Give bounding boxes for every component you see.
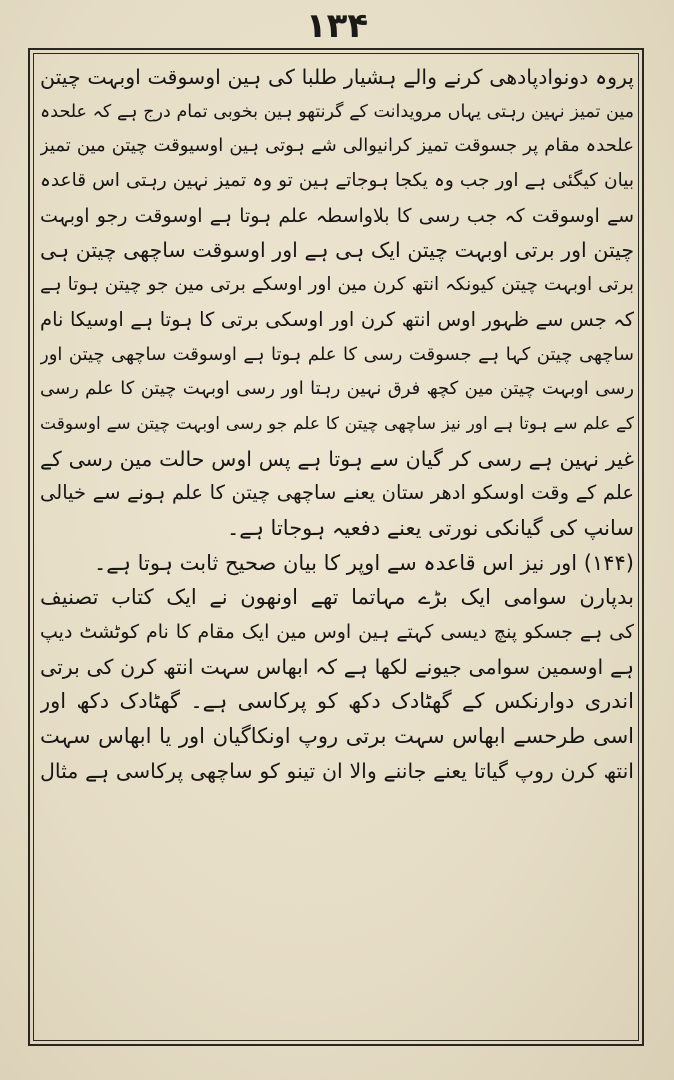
text-line: ساچھی چیتن کہا ہے جسوقت رسی کا علم ہوتا ہے اوسوقت ساچھی چیتن اور <box>40 343 634 365</box>
text-line: بیان کیگئی ہے اور جب وہ یکجا ہوجاتے ہین تو وہ تمیز نہین رہتی اس قاعدہ <box>40 170 634 192</box>
text-line: اندری دوارنکس کے گھٹادک دکھ کو پرکاسی ہے۔ گھٹادک دکھ اور <box>40 689 634 714</box>
text-line: سے اوسوقت کہ جب رسی کا بلاواسطہ علم ہوتا ہے اوسوقت رجو اوبہت <box>40 204 634 227</box>
text-line: علحدہ مقام پر جسوقت تمیز کرانیوالی شے ہوتی ہین اوسیوقت چیتن مین تمیز <box>40 135 634 157</box>
text-line: غیر نہین ہے رسی کر گیان سے ہوتا ہے پس اوس حالت مین رسی کے <box>40 446 634 471</box>
text-line: سانپ کی گیانکی نورتی یعنے دفعیہ ہوجاتا ہے۔ <box>226 515 634 540</box>
text-line: برتی اوبہت چیتن کیونکہ انتھ کرن مین اور اوسکے برتی مین جو چیتن ہوتا ہے <box>40 274 634 296</box>
body-text <box>40 60 634 1036</box>
text-line: پروہ دونوادپادھی کرنے والے ہشیار طلبا کی ہین اوسوقت اوبہت چیتن <box>40 65 634 89</box>
text-line: کے علم سے ہوتا ہے اور نیز ساچھی چیتن کا علم جو رسی اوبہت چیتن سے اوسوقت <box>40 413 634 434</box>
section-heading-line: (۱۴۴) اور نیز اس قاعدہ سے اوپر کا بیان صحیح ثابت ہوتا ہے۔ <box>94 550 634 575</box>
text-line: بدپارن سوامی ایک بڑے مہاتما تھے اونھون نے ایک کتاب تصنیف <box>40 585 634 610</box>
text-line: چیتن اور برتی اوبہت چیتن ایک ہی ہے اور اوسوقت ساچھی چیتن ہی <box>40 238 634 263</box>
text-line: انتھ کرن روپ گیاتا یعنے جاننے والا ان تینو کو ساچھی پرکاسی ہے مثال <box>40 758 634 783</box>
text-line: رسی اوبہت چیتن مین کچھ فرق نہین رہتا اور رسی اوبہت چیتن کا علم رسی <box>40 378 634 400</box>
text-line: کہ جس سے ظہور اوس انتھ کرن اور اوسکی برتی کا ہوتا ہے اوسیکا نام <box>40 307 634 331</box>
text-line: مین تمیز نہین رہتی یہاں مرویدانت کے گرنتھو ہین بخوبی تمام درج ہے کہ علحدہ <box>40 101 634 122</box>
text-line: اسی طرحسے ابھاس سہت برتی روپ اونکاگیان اور یا ابھاس سہت <box>40 724 634 749</box>
text-line: ہے اوسمین سوامی جیونے لکھا ہے کہ ابھاس سہت انتھ کرن کی برتی <box>40 654 634 679</box>
page-number: ۱۳۴ <box>305 6 369 46</box>
text-line: علم کے وقت اوسکو ادھر ستان یعنے ساچھی چیتن کا علم ہونے سے خیالی <box>40 481 634 505</box>
text-line: کی ہے جسکو پنچ دیسی کہتے ہین اوس مین ایک مقام کا نام کوٹشٹ دیپ <box>40 621 634 643</box>
